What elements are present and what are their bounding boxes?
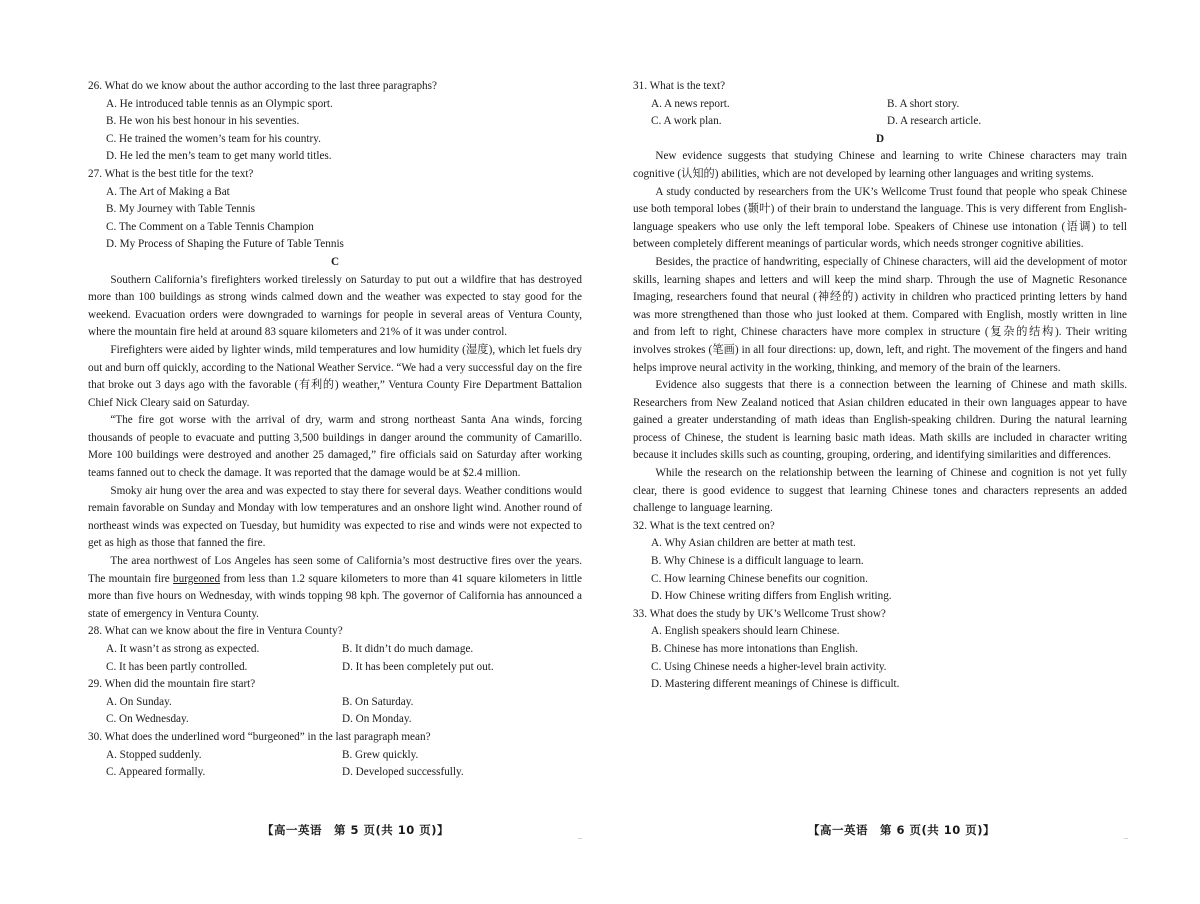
question-28 — [88, 623, 582, 676]
question-stem: 30. What does the underlined word “burgeoned” in the last paragraph mean? — [88, 730, 431, 743]
underlined-word: burgeoned — [173, 572, 221, 585]
question-stem: 27. What is the best title for the text? — [88, 167, 254, 180]
option-d: D. Developed successfully. — [342, 766, 464, 779]
question-32 — [633, 518, 1127, 606]
option-a: A. English speakers should learn Chinese. — [651, 625, 840, 638]
option-d: D. He led the men’s team to get many world titles. — [106, 150, 332, 163]
option-c: C. How learning Chinese benefits our cognition. — [651, 572, 868, 585]
passage-d — [633, 131, 1127, 518]
question-30 — [88, 729, 582, 782]
option-grid — [106, 747, 582, 782]
passage-c — [88, 254, 582, 623]
paragraph: “The fire got worse with the arrival of dry, warm and strong northeast Santa Ana winds, forcing thousands of people to evacuate and putting 3,500 buildings in danger around the community of Camarillo. More 100 buildings were destroyed and another 25 damaged,” fire officials said on Saturday after working teams fanned out to check the damage. It was reported that the damage would be at $2.4 million. — [88, 414, 582, 480]
option-d: D. On Monday. — [342, 713, 412, 726]
option-c: C. It has been partly controlled. — [106, 660, 248, 673]
question-33 — [633, 606, 1127, 694]
paragraph: While the research on the relationship between the learning of Chinese and cognition is not yet fully clear, there is good evidence to suggest that learning Chinese tones and characters represents an added challenge to language learning. — [633, 467, 1127, 515]
section-title: C — [330, 255, 340, 268]
scan-mark: .. — [1124, 832, 1128, 841]
option-c: C. The Comment on a Table Tennis Champion — [106, 220, 314, 233]
paragraph: A study conducted by researchers from the UK’s Wellcome Trust found that people who speak Chinese use both temporal lobes (颞叶) of their brain to understand the language. This is very different from English-language speakers who use only the left temporal lobe. Speakers of Chinese use intonation (语调) to tell between completely different meanings of particular words, which needs stronger cognitive abilities. — [633, 185, 1127, 251]
paragraph: Evidence also suggests that there is a connection between the learning of Chinese and math skills. Researchers from New Zealand noticed that Asian children educated in their own languages appear to have gained a greater understanding of math ideas than English-speaking children. During the natural learning process of Chinese, the student is learning basic math ideas. Math skills are included in character writing because it includes skills such as counting, grouping, ordering, and identifying similarities and differences. — [633, 379, 1127, 462]
option-a: A. The Art of Making a Bat — [106, 185, 230, 198]
paragraph-text: The area northwest of Los Angeles has seen some of California’s most destructive fires over the years. The mountain fire — [88, 555, 582, 585]
option-d: D. How Chinese writing differs from English writing. — [651, 590, 892, 603]
option-b: B. On Saturday. — [342, 695, 414, 708]
question-stem: 33. What does the study by UK’s Wellcome Trust show? — [633, 607, 886, 620]
paragraph: Southern California’s firefighters worked tirelessly on Saturday to put out a wildfire that has destroyed more than 100 buildings as strong winds calmed down and the weather was expected to stay good for the weekend. Evacuation orders were downgraded to warnings for people in several areas of Ventura County, where the mountain fire held at around 83 square kilometers and 21% of it was under control. — [88, 273, 582, 339]
option-a: A. Why Asian children are better at math test. — [651, 537, 856, 550]
page-footer-left: 【高一英语 第 5 页(共 10 页)】 — [262, 823, 450, 837]
option-d: D. It has been completely put out. — [342, 660, 494, 673]
question-stem: 26. What do we know about the author according to the last three paragraphs? — [88, 80, 437, 92]
option-c: C. A work plan. — [651, 115, 722, 128]
option-b: B. He won his best honour in his seventies. — [106, 115, 300, 128]
section-title: D — [875, 132, 885, 145]
option-c: C. He trained the women’s team for his country. — [106, 132, 321, 145]
option-b: B. It didn’t do much damage. — [342, 643, 474, 655]
option-c: C. Appeared formally. — [106, 766, 206, 779]
question-stem: 32. What is the text centred on? — [633, 519, 775, 532]
paragraph — [88, 553, 582, 623]
option-b: B. Why Chinese is a difficult language to learn. — [651, 555, 864, 568]
question-29 — [88, 676, 582, 729]
option-a: A. He introduced table tennis as an Olympic sport. — [106, 97, 333, 110]
option-a: A. Stopped suddenly. — [106, 748, 202, 761]
question-stem: 28. What can we know about the fire in Ventura County? — [88, 625, 343, 638]
question-stem: 29. When did the mountain fire start? — [88, 678, 256, 691]
option-d: D. My Process of Shaping the Future of Table Tennis — [106, 238, 344, 251]
right-page — [633, 78, 1127, 694]
paragraph: Firefighters were aided by lighter winds, mild temperatures and low humidity (湿度), which let fuels dry out and burn off quickly, according to the National Weather Service. “We had a very successful day on the fire that broke out 3 days ago with the favorable (有利的) weather,” Ventura County Fire Department Battalion Chief Nick Cleary said on Saturday. — [88, 343, 582, 409]
option-d: D. A research article. — [887, 115, 982, 128]
question-26 — [88, 78, 582, 166]
option-a: A. A news report. — [651, 97, 730, 110]
question-31 — [633, 78, 1127, 131]
option-c: C. On Wednesday. — [106, 713, 189, 726]
option-a: A. On Sunday. — [106, 695, 172, 708]
paragraph: Besides, the practice of handwriting, especially of Chinese characters, will aid the development of motor skills, learning shapes and letters and will keep the mind sharp. Through the use of Magnetic Resonance Imaging, researchers found that neural (神经的) activity in children who practiced printing letters by hand was more strengthened than those who just looked at them. Compared with English, mostly written in line and from left to right, Chinese characters have more complex in structure (复杂的结构). Their writing involves strokes (笔画) in all four directions: up, down, left, and right. The movement of the fingers and hand helps improve neural activity in the working, thinking, and memory of the brain of the learners. — [633, 255, 1127, 374]
option-b: B. Grew quickly. — [342, 748, 419, 761]
option-c: C. Using Chinese needs a higher-level brain activity. — [651, 660, 887, 673]
paragraph: New evidence suggests that studying Chinese and learning to write Chinese characters may train cognitive (认知的) abilities, which are not developed by learning other languages and writing systems. — [633, 150, 1127, 180]
page-footer-right: 【高一英语 第 6 页(共 10 页)】 — [808, 823, 996, 837]
question-stem: 31. What is the text? — [633, 80, 726, 92]
paragraph: Smoky air hung over the area and was expected to stay there for several days. Weather conditions would remain favorable on Sunday and Monday with low temperatures and an onshore light wind. Another round of northeast winds was expected on Tuesday, but humidity was expected to rise and winds were not expected to get as high as those that fanned the fire. — [88, 484, 582, 550]
option-b: B. My Journey with Table Tennis — [106, 203, 256, 216]
option-grid — [106, 694, 582, 729]
question-27 — [88, 166, 582, 254]
scan-mark: .. — [578, 832, 582, 841]
option-d: D. Mastering different meanings of Chinese is difficult. — [651, 678, 900, 691]
option-grid — [651, 96, 1127, 131]
left-page — [88, 78, 582, 782]
paragraph-text: from less than 1.2 square kilometers to more than 41 square kilometers in little more than five hours on Wednesday, with winds topping 98 kph. The governor of California has announced a state of emergency in Ventura County. — [88, 572, 582, 620]
option-a: A. It wasn’t as strong as expected. — [106, 643, 260, 655]
option-b: B. A short story. — [887, 97, 960, 110]
option-b: B. Chinese has more intonations than English. — [651, 643, 858, 655]
option-grid — [106, 641, 582, 676]
